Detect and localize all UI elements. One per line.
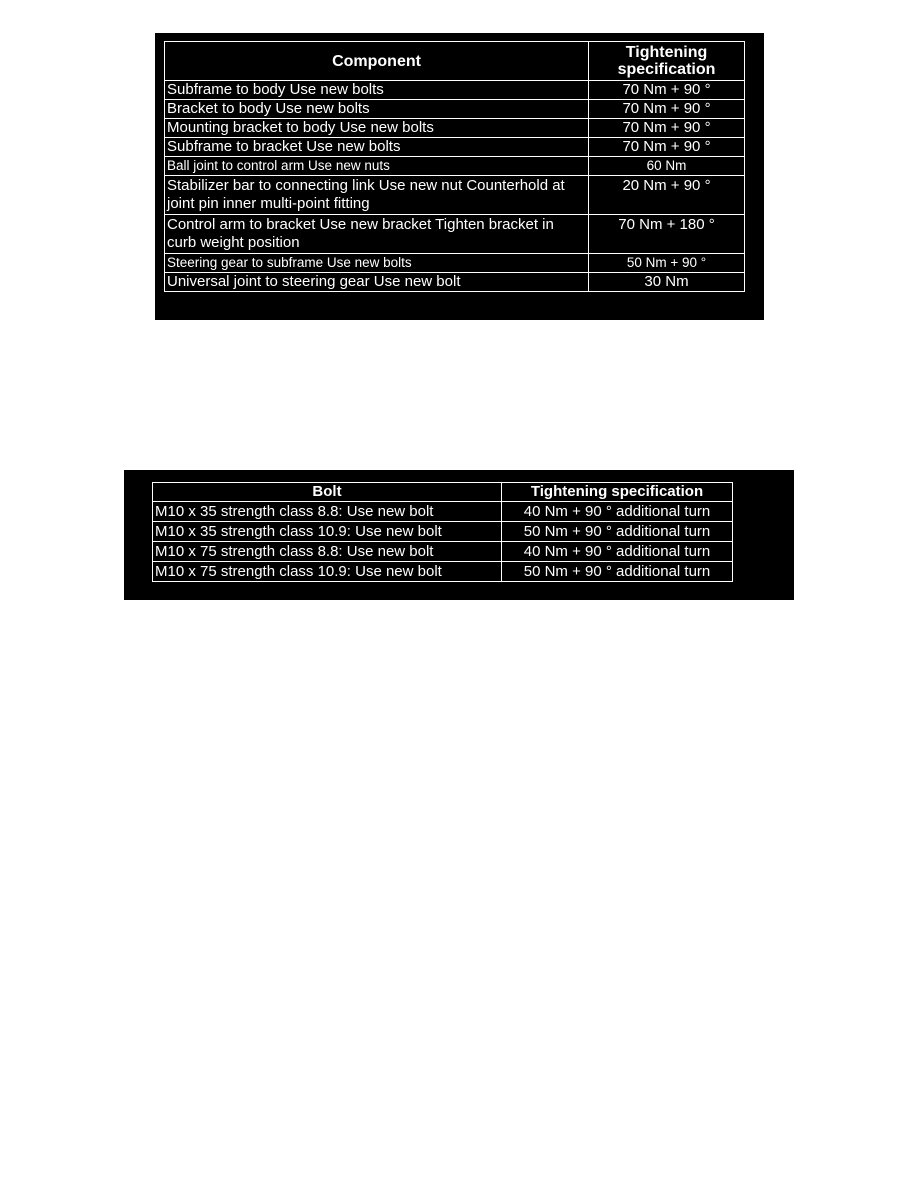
bolt-column-header: Bolt [153, 483, 502, 502]
component-torque-table [164, 41, 745, 292]
component-column-header: Component [165, 42, 589, 81]
component-cell: Mounting bracket to body Use new bolts [165, 119, 589, 138]
table-row [165, 254, 745, 273]
spec-cell: 70 Nm + 180 ° [589, 215, 745, 254]
table-row [165, 100, 745, 119]
bolt-cell: M10 x 35 strength class 10.9: Use new bolt [153, 522, 502, 542]
component-cell: Steering gear to subframe Use new bolts [165, 254, 589, 273]
component-cell: Subframe to body Use new bolts [165, 81, 589, 100]
bolt-cell: M10 x 35 strength class 8.8: Use new bolt [153, 502, 502, 522]
component-cell: Control arm to bracket Use new bracket Tighten bracket in curb weight position [165, 215, 589, 254]
table-row [165, 215, 745, 254]
bolt-torque-table [152, 482, 733, 582]
table-row [153, 562, 733, 582]
bolt-torque-table-panel [124, 470, 794, 600]
table-row [165, 119, 745, 138]
spec-cell: 30 Nm [589, 273, 745, 292]
spec-cell: 70 Nm + 90 ° [589, 100, 745, 119]
component-cell: Ball joint to control arm Use new nuts [165, 157, 589, 176]
table-header-row [153, 483, 733, 502]
table-header-row [165, 42, 745, 81]
component-cell: Subframe to bracket Use new bolts [165, 138, 589, 157]
tightening-spec-column-header: Tightening specification [589, 42, 745, 81]
component-cell: Universal joint to steering gear Use new bolt [165, 273, 589, 292]
component-torque-table-panel [155, 33, 764, 320]
spec-cell: 70 Nm + 90 ° [589, 119, 745, 138]
spec-cell: 50 Nm + 90 ° additional turn [502, 562, 733, 582]
spec-cell: 40 Nm + 90 ° additional turn [502, 542, 733, 562]
spec-cell: 40 Nm + 90 ° additional turn [502, 502, 733, 522]
spec-cell: 50 Nm + 90 ° additional turn [502, 522, 733, 542]
component-cell: Bracket to body Use new bolts [165, 100, 589, 119]
bolt-cell: M10 x 75 strength class 10.9: Use new bolt [153, 562, 502, 582]
table-row [165, 138, 745, 157]
spec-cell: 60 Nm [589, 157, 745, 176]
table-row [165, 273, 745, 292]
spec-cell: 50 Nm + 90 ° [589, 254, 745, 273]
spec-cell: 70 Nm + 90 ° [589, 81, 745, 100]
table-row [165, 157, 745, 176]
spec-cell: 70 Nm + 90 ° [589, 138, 745, 157]
tightening-spec-column-header: Tightening specification [502, 483, 733, 502]
spec-cell: 20 Nm + 90 ° [589, 176, 745, 215]
table-row [153, 522, 733, 542]
table-row [153, 542, 733, 562]
bolt-cell: M10 x 75 strength class 8.8: Use new bolt [153, 542, 502, 562]
table-row [165, 176, 745, 215]
table-row [153, 502, 733, 522]
table-row [165, 81, 745, 100]
component-cell: Stabilizer bar to connecting link Use new nut Counterhold at joint pin inner multi-point fitting [165, 176, 589, 215]
